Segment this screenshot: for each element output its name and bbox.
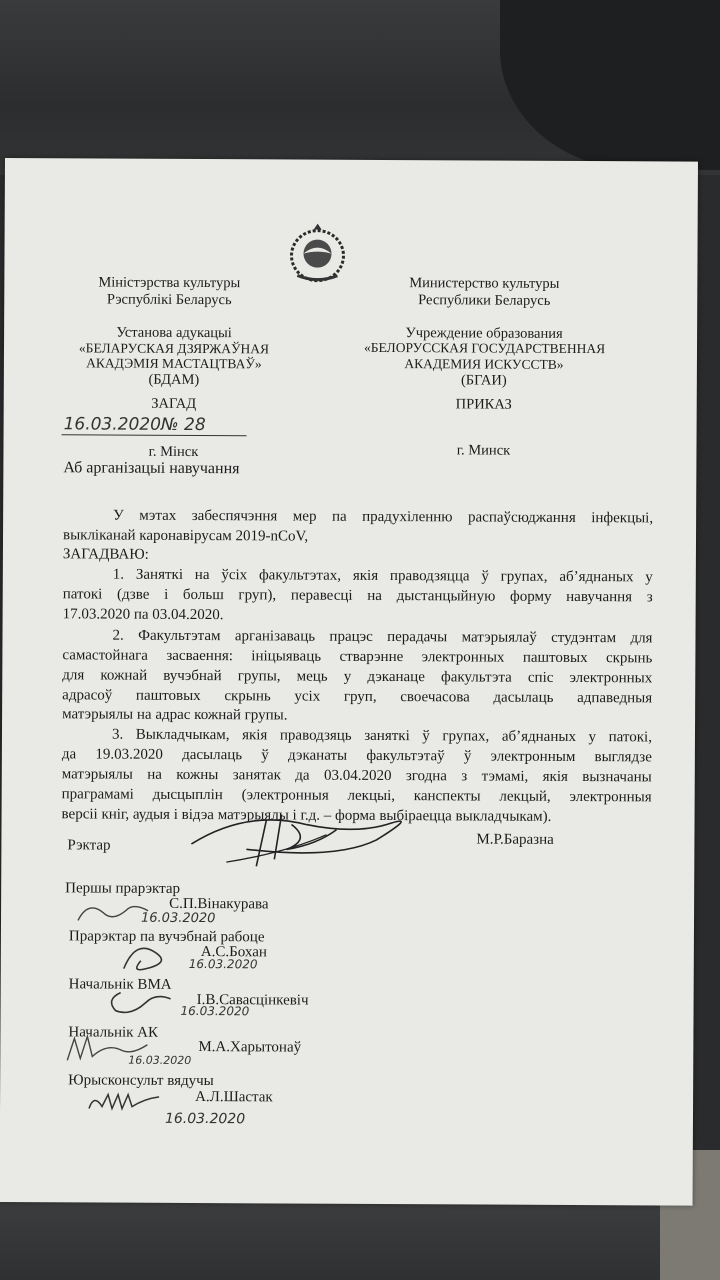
body-line-14: матэрыялы на кожны занятак да 03.04.2020 згодна з тэмамі, якія вызначаны	[61, 766, 652, 786]
right-institution-line-4: (БГАИ)	[460, 372, 507, 389]
approval-4-title: Начальнік АК	[68, 1024, 159, 1041]
body-line-7: 2. Факультэтам арганізаваць працэс перадачы матэрыялаў студэнтам для	[112, 627, 653, 647]
order-subject: Аб арганізацыі навучання	[63, 459, 240, 478]
approval-1-title: Першы прарэктар	[65, 880, 181, 897]
approval-3-name: І.В.Савасцінкевіч	[196, 992, 309, 1009]
body-line-15: праграмамі дысцыплін (электронныя лекцыі, канспекты лекцый, электронныя	[61, 786, 652, 806]
body-line-8: самастойнага засваення: ініцыяваць стварэнне электронных паштовых скрынь	[62, 647, 653, 667]
approval-2-name: А.С.Бохан	[200, 944, 267, 961]
right-institution-line-3: АКАДЕМИЯ ИСКУССТВ»	[404, 356, 564, 372]
left-ministry-line-2: Рэспублікі Беларусь	[106, 291, 232, 309]
date-underline	[62, 434, 247, 436]
left-institution-line-3: АКАДЭМІЯ МАСТАЦТВАЎ»	[86, 355, 262, 372]
background-bottom	[0, 1195, 720, 1280]
handwritten-date-number: 16.03.2020№ 28	[63, 414, 206, 436]
body-line-11: матэрыялы на адрас кожнай групы.	[62, 706, 288, 724]
approval-2-signature-icon	[116, 939, 186, 975]
approval-1-name: С.П.Вінакурава	[169, 895, 269, 913]
body-line-16: версіі кніг, аудыя і відэа матэрыялы і г.д. – форма выбіраецца выкладчыкам).	[61, 806, 552, 825]
state-emblem-icon	[287, 219, 347, 283]
body-line-3: ЗАГАДВАЮ:	[62, 546, 149, 563]
body-line-10: адрасоў паштовых скрынь усіх груп, своечасова дасылаць адпаведныя	[62, 687, 653, 707]
left-doc-type: ЗАГАД	[151, 395, 197, 413]
rector-name: М.Р.Баразна	[476, 831, 554, 848]
approval-2-title: Прарэктар па вучэбнай рабоце	[68, 928, 265, 946]
approval-4-name: М.А.Харытонаў	[198, 1039, 302, 1056]
rector-title: Рэктар	[67, 837, 111, 854]
left-ministry-line-1: Міністэрства культуры	[98, 274, 241, 292]
body-line-2: выкліканай каронавірусам 2019-nCoV,	[62, 527, 309, 545]
approval-5-name: А.Л.Шастак	[195, 1089, 273, 1106]
right-institution-line-1: Учреждение образования	[405, 325, 563, 342]
body-line-9: для кожнай вучэбнай групы, мець у дэканаце факультэта спіс электронных	[62, 667, 653, 687]
approval-3-date: 16.03.2020	[180, 1003, 250, 1019]
approval-5-signature-icon	[84, 1088, 164, 1118]
rector-signature-icon	[186, 804, 416, 875]
approval-5-date: 16.03.2020	[164, 1110, 246, 1128]
right-institution-line-2: «БЕЛОРУССКАЯ ГОСУДАРСТВЕННАЯ	[363, 339, 606, 357]
left-city: г. Мінск	[148, 443, 199, 461]
document-page	[0, 158, 698, 1206]
body-line-6: 17.03.2020 па 03.04.2020.	[62, 606, 224, 624]
left-institution-line-1: Установа адукацыі	[116, 324, 232, 342]
approval-2-date: 16.03.2020	[188, 956, 258, 972]
right-ministry-line-1: Министерство культуры	[409, 275, 560, 292]
approval-3-title: Начальнік ВМА	[68, 976, 172, 993]
approval-3-signature-icon	[100, 985, 180, 1019]
approval-5-title: Юрысконсульт вядучы	[68, 1072, 214, 1090]
body-line-4: 1. Заняткі на ўсіх факультэтах, якія праводзяцца ў групах, аб’яднаных у	[112, 566, 653, 586]
right-ministry-line-2: Республики Беларусь	[418, 292, 551, 309]
approval-4-date: 16.03.2020	[128, 1053, 192, 1067]
body-line-1: У мэтах забеспячэння мер па прадухіленню распаўсюджання інфекцыі,	[113, 507, 654, 527]
right-doc-type: ПРИКАЗ	[455, 396, 512, 413]
left-institution-line-4: (БДАМ)	[148, 371, 200, 389]
body-line-5: патокі (дзве і больш груп), перавесці на дыстанцыйную форму навучання з	[62, 586, 653, 606]
body-line-13: да 19.03.2020 дасылаць ў дэканаты факультэтаў ў электронным выглядзе	[61, 746, 652, 766]
body-line-12: 3. Выкладчыкам, якія праводзяць заняткі ў групах, аб’яднаных у патокі,	[111, 726, 653, 746]
approval-1-date: 16.03.2020	[140, 910, 216, 927]
left-institution-line-2: «БЕЛАРУСКАЯ ДЗЯРЖАЎНАЯ	[78, 340, 270, 357]
right-city: г. Минск	[456, 442, 511, 459]
